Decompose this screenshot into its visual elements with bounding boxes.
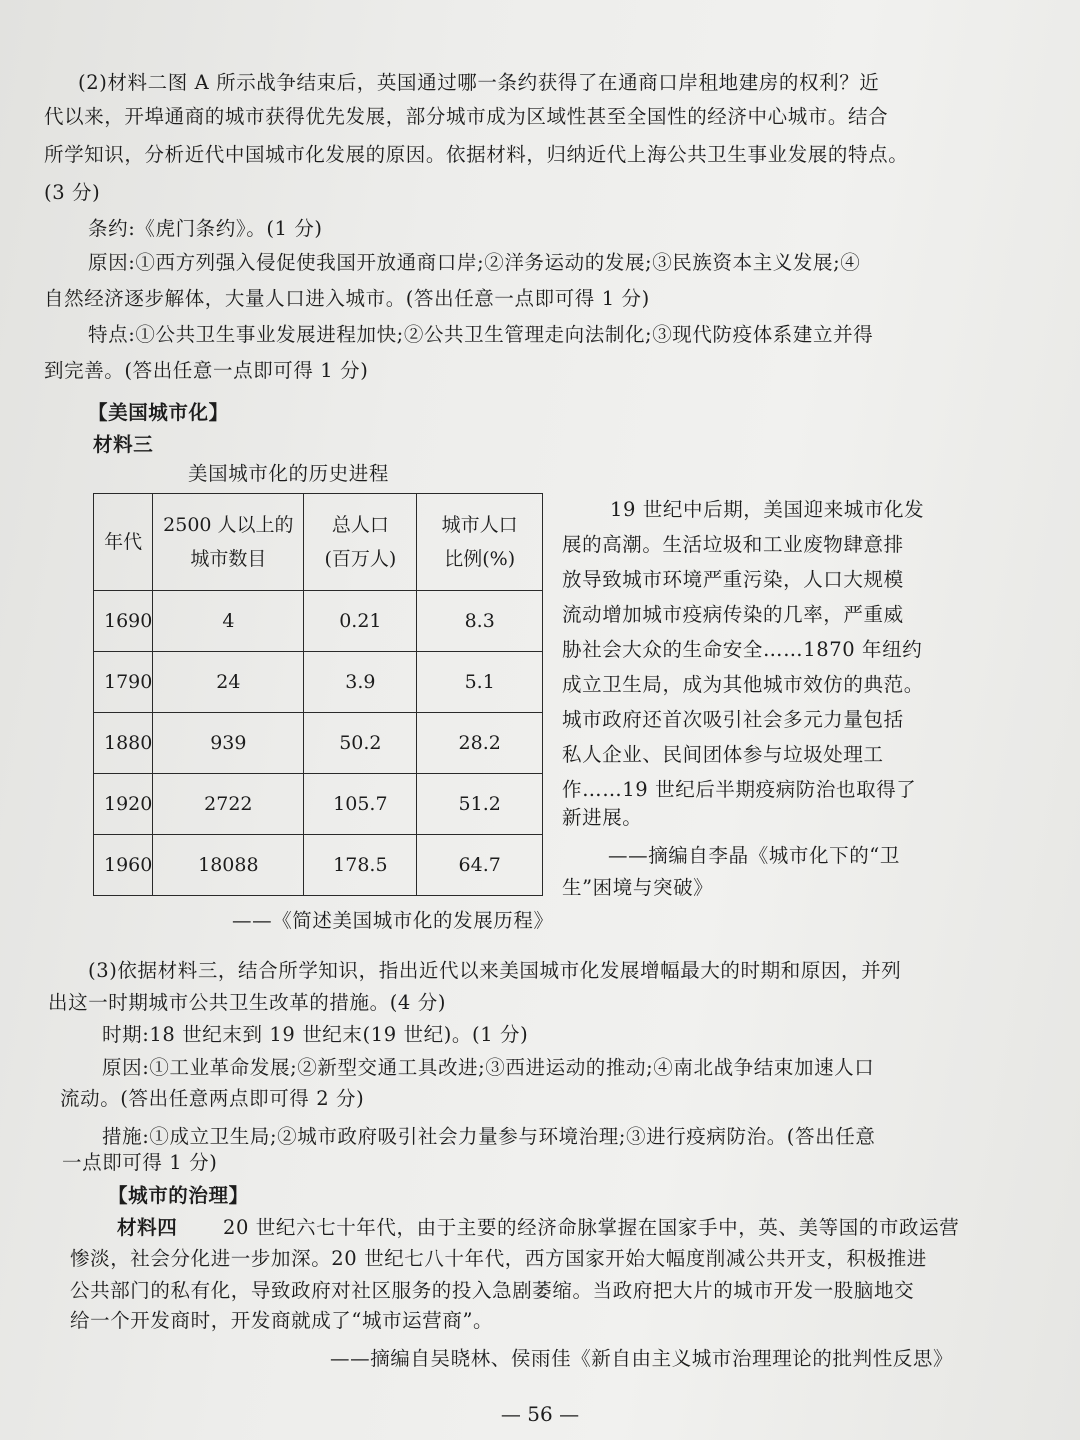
section-city-governance: 【城市的治理】 — [108, 1184, 249, 1207]
material3-side-source-2: 生”困境与突破》 — [562, 876, 714, 899]
cell-total-population: 105.7 — [304, 774, 417, 835]
q2-answer-reason-2: 自然经济逐步解体，大量人口进入城市。(答出任意一点即可得 1 分) — [44, 287, 650, 310]
cell-city-count: 4 — [153, 591, 304, 652]
cell-urban-ratio: 8.3 — [417, 591, 543, 652]
table-header-row — [94, 494, 543, 591]
cell-total-population: 178.5 — [304, 835, 417, 896]
header-year: 年代 — [94, 494, 153, 591]
page-number: — 56 — — [500, 1402, 580, 1426]
material3-text-8: 私人企业、民间团体参与垃圾处理工 — [562, 743, 884, 766]
header-urban-ratio: 城市人口 比例(%) — [417, 494, 543, 591]
q2-answer-treaty: 条约:《虎门条约》。(1 分) — [88, 217, 323, 240]
material3-label: 材料三 — [93, 433, 154, 456]
q3-answer-reason-2: 流动。(答出任意两点即可得 2 分) — [60, 1087, 365, 1110]
cell-city-count: 2722 — [153, 774, 304, 835]
q3-line-2: 出这一时期城市公共卫生改革的措施。(4 分) — [48, 991, 447, 1014]
cell-year: 1690 — [94, 591, 153, 652]
cell-total-population: 50.2 — [304, 713, 417, 774]
cell-urban-ratio: 64.7 — [417, 835, 543, 896]
q2-answer-reason-1: 原因:①西方列强入侵促使我国开放通商口岸;②洋务运动的发展;③民族资本主义发展;④ — [88, 251, 861, 274]
table-row — [94, 835, 543, 896]
cell-total-population: 3.9 — [304, 652, 417, 713]
cell-urban-ratio: 28.2 — [417, 713, 543, 774]
material3-text-3: 放导致城市环境严重污染，人口大规模 — [562, 568, 904, 591]
cell-city-count: 24 — [153, 652, 304, 713]
q2-line-2: 代以来，开埠通商的城市获得优先发展，部分城市成为区域性甚至全国性的经济中心城市。结合 — [44, 105, 889, 128]
table-row — [94, 591, 543, 652]
cell-year: 1920 — [94, 774, 153, 835]
material3-text-6: 成立卫生局，成为其他城市效仿的典范。 — [562, 673, 924, 696]
cell-city-count: 18088 — [153, 835, 304, 896]
table-row — [94, 713, 543, 774]
cell-year: 1960 — [94, 835, 153, 896]
cell-urban-ratio: 5.1 — [417, 652, 543, 713]
material3-text-10: 新进展。 — [562, 806, 643, 829]
section-us-urbanization: 【美国城市化】 — [88, 401, 229, 424]
q3-line-1: (3)依据材料三，结合所学知识，指出近代以来美国城市化发展增幅最大的时期和原因，并列 — [88, 959, 902, 982]
material3-text-2: 展的高潮。生活垃圾和工业废物肆意排 — [562, 533, 904, 556]
table-row — [94, 652, 543, 713]
cell-year: 1880 — [94, 713, 153, 774]
header-total-population: 总人口 (百万人) — [304, 494, 417, 591]
material3-text-9: 作……19 世纪后半期疫病防治也取得了 — [562, 778, 917, 801]
cell-urban-ratio: 51.2 — [417, 774, 543, 835]
table-row — [94, 774, 543, 835]
material3-text-4: 流动增加城市疫病传染的几率，严重威 — [562, 603, 904, 626]
material4-line-3: 公共部门的私有化，导致政府对社区服务的投入急剧萎缩。当政府把大片的城市开发一股脑地交 — [70, 1279, 915, 1302]
material4-source: ——摘编自吴晓林、侯雨佳《新自由主义城市治理理论的批判性反思》 — [330, 1347, 954, 1370]
material4-line-4: 给一个开发商时，开发商就成了“城市运营商”。 — [70, 1309, 494, 1332]
material4-label: 材料四 — [117, 1216, 178, 1239]
q2-answer-feature-1: 特点:①公共卫生事业发展进程加快;②公共卫生管理走向法制化;③现代防疫体系建立并得 — [88, 323, 874, 346]
q3-answer-reason-1: 原因:①工业革命发展;②新型交通工具改进;③西进运动的推动;④南北战争结束加速人口 — [102, 1056, 875, 1079]
q3-answer-measure-1: 措施:①成立卫生局;②城市政府吸引社会力量参与环境治理;③进行疫病防治。(答出任意 — [102, 1125, 876, 1148]
cell-year: 1790 — [94, 652, 153, 713]
q2-line-1: (2)材料二图 A 所示战争结束后，英国通过哪一条约获得了在通商口岸租地建房的权利？近 — [78, 71, 880, 94]
q2-answer-feature-2: 到完善。(答出任意一点即可得 1 分) — [44, 359, 369, 382]
q2-line-4: (3 分) — [44, 181, 101, 204]
q3-answer-period: 时期:18 世纪末到 19 世纪末(19 世纪)。(1 分) — [102, 1023, 529, 1046]
cell-city-count: 939 — [153, 713, 304, 774]
material3-text-7: 城市政府还首次吸引社会多元力量包括 — [562, 708, 904, 731]
table-title: 美国城市化的历史进程 — [188, 462, 390, 485]
header-city-count: 2500 人以上的 城市数目 — [153, 494, 304, 591]
q3-answer-measure-2: 一点即可得 1 分) — [62, 1151, 218, 1174]
material4-line-1: 20 世纪六七十年代，由于主要的经济命脉掌握在国家手中，英、美等国的市政运营 — [223, 1216, 960, 1239]
material3-side-source-1: ——摘编自李晶《城市化下的“卫 — [608, 844, 900, 867]
table-source: ——《简述美国城市化的发展历程》 — [232, 909, 554, 932]
q2-line-3: 所学知识，分析近代中国城市化发展的原因。依据材料，归纳近代上海公共卫生事业发展的特点。 — [44, 143, 909, 166]
material3-text-1: 19 世纪中后期，美国迎来城市化发 — [610, 498, 925, 521]
cell-total-population: 0.21 — [304, 591, 417, 652]
urbanization-table — [93, 493, 543, 896]
material3-text-5: 胁社会大众的生命安全……1870 年纽约 — [562, 638, 923, 661]
material4-line-2: 惨淡，社会分化进一步加深。20 世纪七八十年代，西方国家开始大幅度削减公共开支，积极推进 — [70, 1247, 927, 1270]
